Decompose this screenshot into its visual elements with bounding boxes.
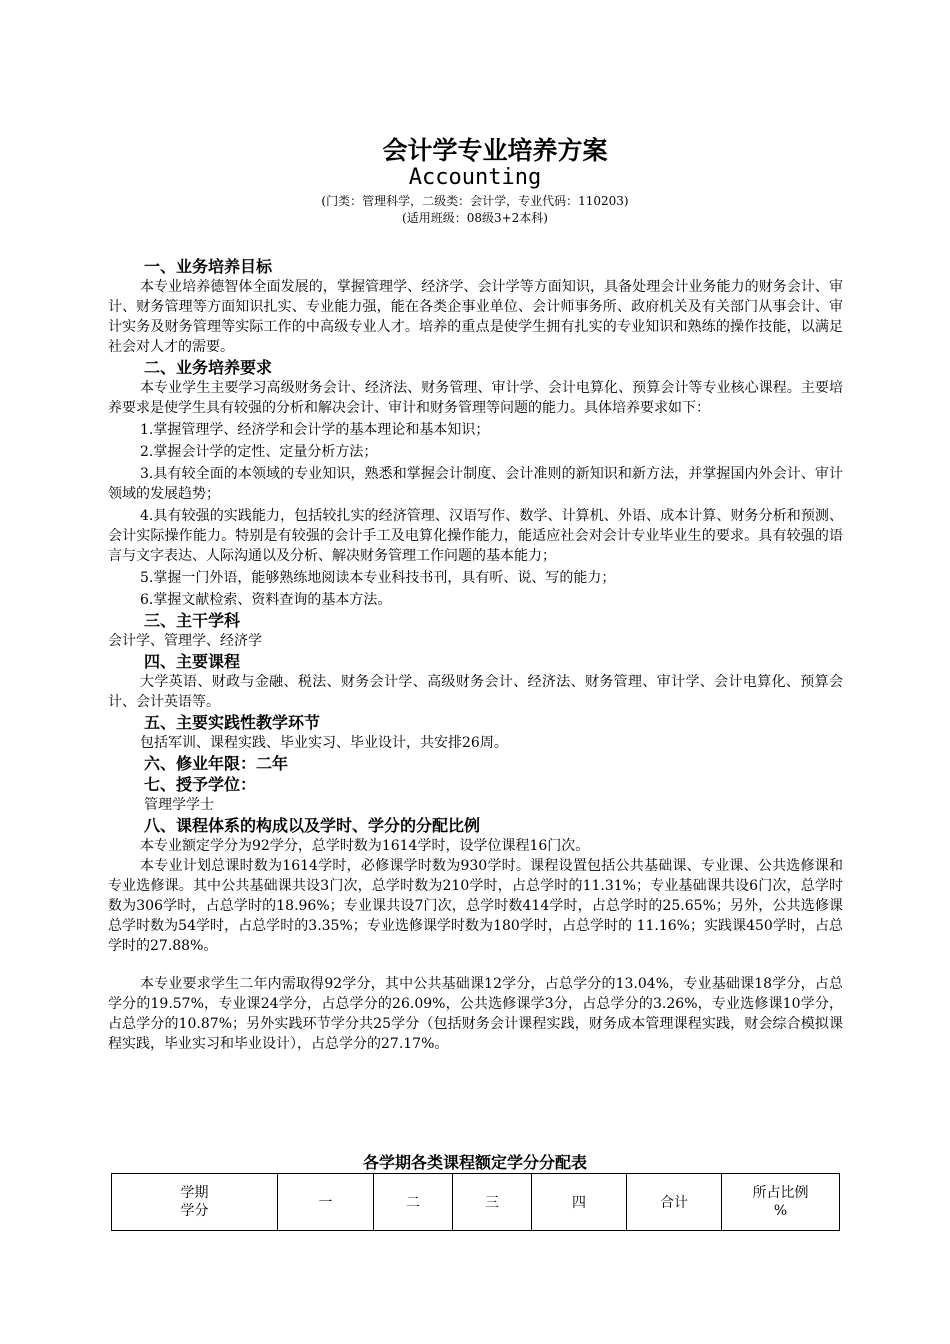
table-header-2: 二: [374, 1174, 453, 1231]
section-8-paragraph-1: 本专业额定学分为92学分，总学时数为1614学时，设学位课程16门次。: [140, 838, 590, 854]
section-3-paragraph: 会计学、管理学、经济学: [108, 633, 262, 649]
requirement-item-3: 3.具有较全面的本领域的专业知识，熟悉和掌握会计制度、会计准则的新知识和新方法，并掌握国内外会计、审计领域的发展趋势；: [108, 466, 843, 502]
section-1-heading: 一、业务培养目标: [144, 257, 273, 276]
document-subtitle: Accounting: [408, 165, 542, 190]
table-header-semester-credit: [112, 1174, 278, 1231]
section-8-paragraph-3: 本专业要求学生二年内需取得92学分，其中公共基础课12学分，占总学分的13.04%，专业基础课18学分，占总学分的19.57%，专业课24学分，占总学分的26.09%，公共选修课学3分，占总学分的3.26%，专业选修课10学分，占总学分的10.87%；另外实践环节学分共25学分（包括财务会计课程实践，财务成本管理课程实践，财会综合模拟课程实践，毕业实习和毕业设计），占总学分的27.17%。: [108, 976, 843, 1052]
credit-table-title: 各学期各类课程额定学分分配表: [362, 1153, 587, 1172]
applicable-class-meta: (适用班级：08级3+2本科): [402, 211, 548, 225]
table-header-total: 合计: [627, 1174, 722, 1231]
credit-distribution-table: [111, 1173, 840, 1231]
section-2-heading: 二、业务培养要求: [144, 358, 273, 377]
category-meta: (门类：管理科学，二级类：会计学，专业代码：110203): [321, 194, 629, 208]
section-6-heading: 六、修业年限：二年: [144, 754, 289, 773]
section-7-heading: 七、授予学位：: [144, 775, 257, 794]
document-body: [108, 256, 843, 1054]
requirement-item-6: 6.掌握文献检索、资料查询的基本方法。: [140, 592, 392, 608]
header-semester-label: 学期: [180, 1185, 209, 1201]
table-header-3: 三: [453, 1174, 532, 1231]
table-header-1: 一: [278, 1174, 374, 1231]
section-5-heading: 五、主要实践性教学环节: [144, 713, 321, 732]
table-header-row: [112, 1174, 840, 1231]
section-8-heading: 八、课程体系的构成以及学时、学分的分配比例: [144, 816, 481, 835]
requirement-item-4: 4.具有较强的实践能力，包括较扎实的经济管理、汉语写作、数学、计算机、外语、成本计算、财务分析和预测、会计实际操作能力。特别是有较强的会计手工及电算化操作能力，能适应社会对会计专业毕业生的要求。具有较强的语言与文字表达、人际沟通以及分析、解决财务管理工作问题的基本能力；: [108, 508, 843, 564]
table-header-4: 四: [532, 1174, 627, 1231]
table-header-percentage: [722, 1174, 840, 1231]
requirement-item-5: 5.掌握一门外语，能够熟练地阅读本专业科技书刊，具有听、说、写的能力；: [140, 570, 616, 586]
section-1-paragraph: 本专业培养德智体全面发展的，掌握管理学、经济学、会计学等方面知识，具备处理会计业务能力的财务会计、审计、财务管理等方面知识扎实、专业能力强，能在各类企事业单位、会计师事务所、政府机关及有关部门从事会计、审计实务及财务管理等实际工作的中高级专业人才。培养的重点是使学生拥有扎实的专业知识和熟练的操作技能，以满足社会对人才的需要。: [108, 279, 843, 355]
header-percentage-label: 所占比例: [752, 1185, 809, 1201]
section-8-paragraph-2: 本专业计划总课时数为1614学时，必修课学时数为930学时。课程设置包括公共基础课、专业课、公共选修课和专业选修课。其中公共基础课共设3门次，总学时数为210学时，占总学时的11.31%；专业基础课共设6门次，总学时数为306学时，占总学时的18.96%；专业课共设7门次，总学时数414学时，占总学时的25.65%；另外，公共选修课总学时数为54学时，占总学时的3.35%；专业选修课学时数为180学时，占总学时的 11.16%；实践课450学时，占总学时的27.88%。: [108, 858, 843, 954]
section-2-paragraph: 本专业学生主要学习高级财务会计、经济法、财务管理、审计学、会计电算化、预算会计等专业核心课程。主要培养要求是使学生具有较强的分析和解决会计、审计和财务管理等问题的能力。具体培养要求如下：: [108, 380, 843, 416]
section-4-paragraph: 大学英语、财政与金融、税法、财务会计学、高级财务会计、经济法、财务管理、审计学、会计电算化、预算会计、会计英语等。: [108, 674, 843, 710]
section-7-paragraph: 管理学学士: [144, 797, 214, 813]
header-percent-sign: %: [773, 1203, 788, 1219]
header-credit-label: 学分: [180, 1203, 209, 1219]
section-4-heading: 四、主要课程: [144, 652, 241, 671]
requirement-item-2: 2.掌握会计学的定性、定量分析方法；: [140, 444, 378, 460]
section-5-paragraph: 包括军训、课程实践、毕业实习、毕业设计，共安排26周。: [140, 735, 508, 751]
document-title: 会计学专业培养方案: [382, 136, 608, 165]
section-3-heading: 三、主干学科: [144, 611, 241, 630]
requirement-item-1: 1.掌握管理学、经济学和会计学的基本理论和基本知识；: [140, 422, 490, 438]
